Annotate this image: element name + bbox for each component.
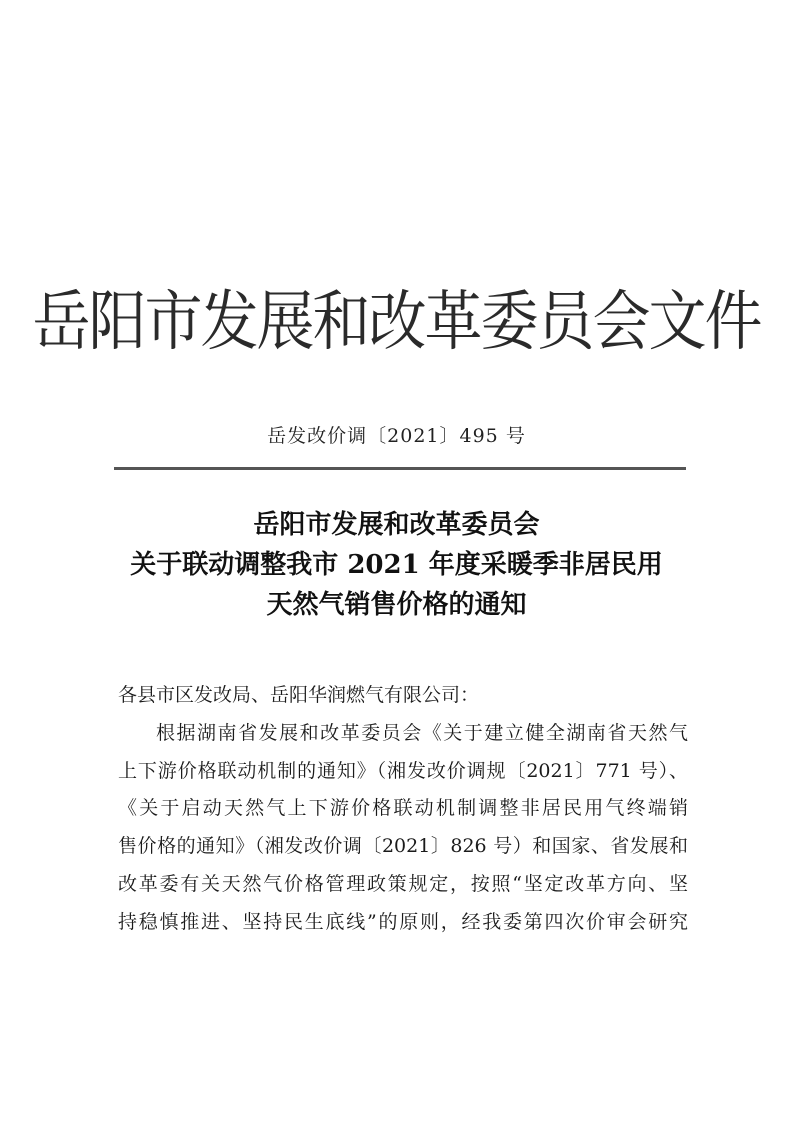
body-line: 上下游价格联动机制的通知》（湘发改价调规〔2021〕771 号）、 xyxy=(118,759,688,782)
notice-body xyxy=(118,677,688,942)
body-line: 《关于启动天然气上下游价格联动机制调整非居民用气终端销 xyxy=(118,797,688,820)
notice-title xyxy=(0,505,793,625)
document-number: 岳发改价调〔2021〕495 号 xyxy=(267,425,526,447)
body-line: 根据湖南省发展和改革委员会《关于建立健全湖南省天然气 xyxy=(156,721,688,744)
title-line: 天然气销售价格的通知 xyxy=(266,590,527,620)
body-line: 持稳慎推进、坚持民生底线”的原则，经我委第四次价审会研究 xyxy=(118,910,688,933)
body-line: 改革委有关天然气价格管理政策规定，按照“坚定改革方向、坚 xyxy=(118,872,688,895)
title-line: 关于联动调整我市 2021 年度采暖季非居民用 xyxy=(130,550,663,580)
body-line: 售价格的通知》（湘发改价调〔2021〕826 号）和国家、省发展和 xyxy=(118,835,688,858)
title-line: 岳阳市发展和改革委员会 xyxy=(253,510,540,540)
masthead-title: 岳阳市发展和改革委员会文件 xyxy=(32,283,761,360)
header-divider xyxy=(114,467,686,470)
addressee: 各县市区发改局、岳阳华润燃气有限公司： xyxy=(118,684,480,706)
